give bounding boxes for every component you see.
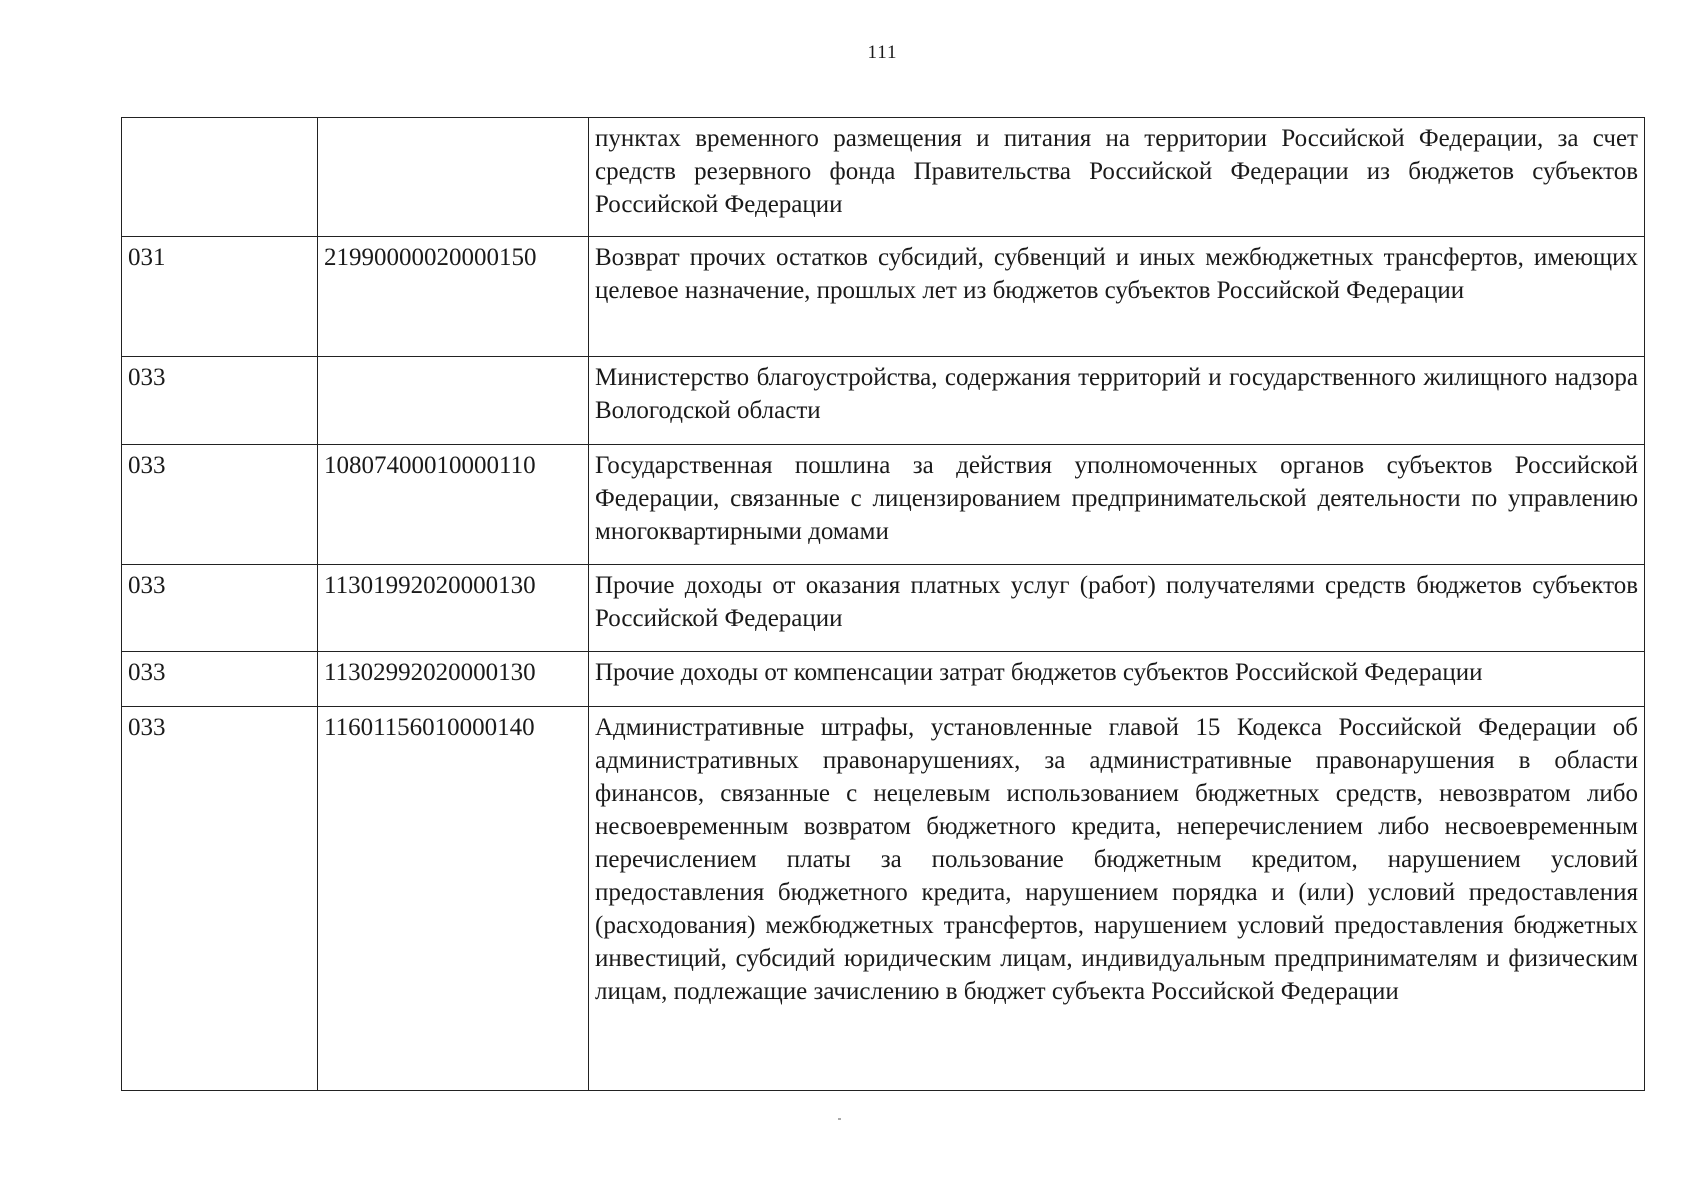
scan-artifact (838, 1118, 841, 1120)
revenue-code-cell (318, 357, 589, 445)
revenue-codes-table (121, 117, 1645, 1091)
admin-code-cell: 033 (122, 445, 318, 565)
description-cell: Административные штрафы, установленные главой 15 Кодекса Российской Федерации об административных правонарушениях, за административные правонарушения в области финансов, связанные с нецелевым использованием бюджетных средств, невозвратом либо несвоевременным возвратом бюджетного кредита, неперечислением либо несвоевременным перечислением платы за пользование бюджетным кредитом, нарушением условий предоставления бюджетного кредита, нарушением порядка и (или) условий предоставления (расходования) межбюджетных трансфертов, нарушением условий предоставления бюджетных инвестиций, субсидий юридическим лицам, индивидуальным предпринимателям и физическим лицам, подлежащие зачислению в бюджет субъекта Российской Федерации (589, 707, 1645, 1091)
description-cell: Прочие доходы от компенсации затрат бюджетов субъектов Российской Федерации (589, 652, 1645, 707)
description-cell: Возврат прочих остатков субсидий, субвенций и иных межбюджетных трансфертов, имеющих целевое назначение, прошлых лет из бюджетов субъектов Российской Федерации (589, 237, 1645, 357)
table-row (122, 445, 1645, 565)
description-cell: Прочие доходы от оказания платных услуг (работ) получателями средств бюджетов субъектов Российской Федерации (589, 565, 1645, 652)
table-row (122, 118, 1645, 237)
admin-code-cell (122, 118, 318, 237)
table-row (122, 357, 1645, 445)
table-row (122, 237, 1645, 357)
table-row (122, 707, 1645, 1091)
admin-code-cell: 033 (122, 707, 318, 1091)
admin-code-cell: 033 (122, 357, 318, 445)
page-number: 111 (867, 42, 898, 63)
revenue-code-cell: 10807400010000110 (318, 445, 589, 565)
revenue-code-cell: 21990000020000150 (318, 237, 589, 357)
revenue-code-cell: 11301992020000130 (318, 565, 589, 652)
description-cell: пунктах временного размещения и питания на территории Российской Федерации, за счет средств резервного фонда Правительства Российской Федерации из бюджетов субъектов Российской Федерации (589, 118, 1645, 237)
admin-code-cell: 031 (122, 237, 318, 357)
table-row (122, 565, 1645, 652)
revenue-code-cell (318, 118, 589, 237)
revenue-code-cell: 11302992020000130 (318, 652, 589, 707)
admin-code-cell: 033 (122, 652, 318, 707)
revenue-code-cell: 11601156010000140 (318, 707, 589, 1091)
admin-code-cell: 033 (122, 565, 318, 652)
table-row (122, 652, 1645, 707)
description-cell: Государственная пошлина за действия уполномоченных органов субъектов Российской Федерации, связанные с лицензированием предпринимательской деятельности по управлению многоквартирными домами (589, 445, 1645, 565)
description-cell: Министерство благоустройства, содержания территорий и государственного жилищного надзора Вологодской области (589, 357, 1645, 445)
